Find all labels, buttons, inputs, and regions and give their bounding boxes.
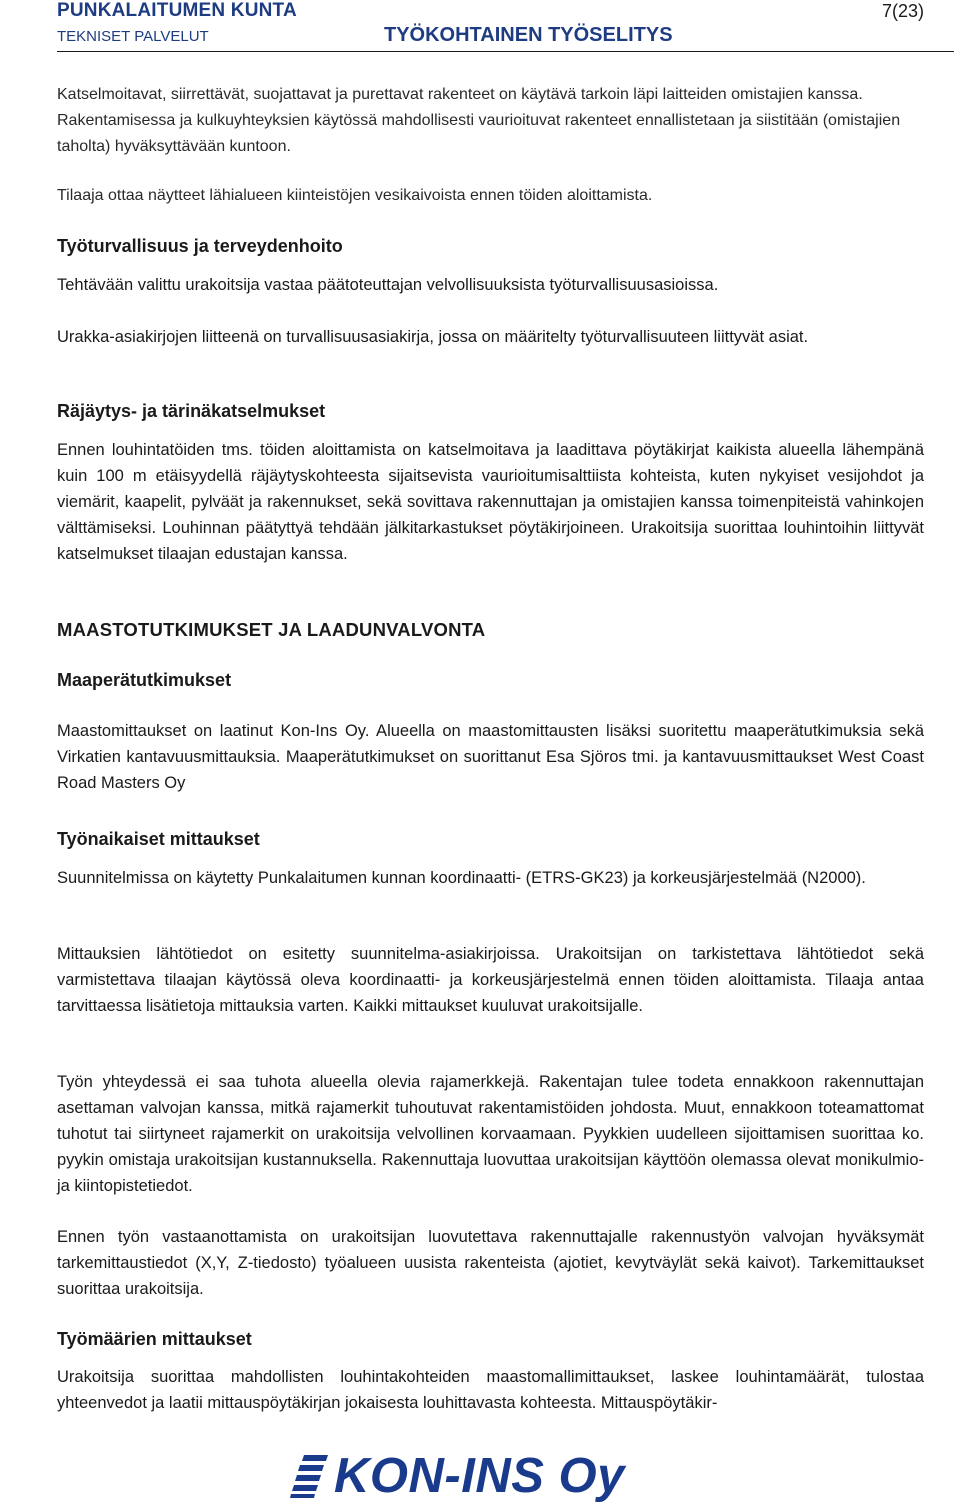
- paragraph-safety-2: Urakka-asiakirjojen liitteenä on turvallisuusasiakirja, jossa on määritelty työturvallisuuteen liittyvät asiat.: [57, 328, 809, 346]
- logo-stripes-icon: [290, 1453, 330, 1499]
- paragraph-boundary-markers: Työn yhteydessä ei saa tuhota alueella olevia rajamerkkejä. Rakentajan tulee todeta ennakkoon rakennuttajan asettaman valvojan kanssa, mitkä rajamerkit tuhoutuvat rakentamistöiden johdosta. Muut, ennakkoon toteamattomat tuhotut tai siirtyneet rajamerkit on urakoitsija velvollinen korvaamaan. Pyykkien uudelleen sijoittamisen suorittaa ko. pyykin omistaja urakoitsijan kustannuksella. Rakennuttaja luovuttaa urakoitsijan käyttöön olemassa olevat monikulmio- ja kiintopistetiedot.: [57, 1073, 924, 1195]
- heading-soil: Maaperätutkimukset: [57, 670, 232, 690]
- paragraph-samples: Tilaaja ottaa näytteet lähialueen kiinteistöjen vesikaivoista ennen töiden aloittamista.: [57, 187, 653, 204]
- company-logo: [290, 1447, 625, 1505]
- paragraph-safety-1: Tehtävään valittu urakoitsija vastaa päätoteuttajan velvollisuuksista työturvallisuusasioissa.: [57, 276, 719, 294]
- paragraph-blasting: Ennen louhintatöiden tms. töiden aloittamista on katselmoitava ja laadittava pöytäkirjat kaikista alueella lähempänä kuin 100 m etäisyydellä räjäytyskohteesta sijaitsevista vaurioitumisalttiista kohteista, kuten nykyiset vesijohdot ja viemärit, kaapelit, pylväät ja rakennukset, sekä sovittava rakennuttajan ja omistajien kanssa toimenpiteistä vahinkojen välttämiseksi. Louhinnan päätyttyä tehdään jälkitarkastukset pöytäkirjoineen. Urakoitsija suorittaa louhintoihin liittyvät katselmukset tilaajan edustajan kanssa.: [57, 441, 924, 563]
- heading-quantity-measurements: Työmäärien mittaukset: [57, 1329, 252, 1349]
- paragraph-inspection: Katselmoitavat, siirrettävät, suojattavat ja purettavat rakenteet on käytävä tarkoin läpi laitteiden omistajien kanssa. Rakentamisessa ja kulkuyhteyksien käytössä mahdollisesti vaurioituvat rakenteet ennallistetaan ja siistitään (omistajien taholta) hyväksyttävään kuntoon.: [57, 86, 901, 155]
- header-divider: [57, 51, 954, 52]
- page-number: 7(23): [881, 1, 924, 21]
- section-heading-main: MAASTOTUTKIMUKSET JA LAADUNVALVONTA: [57, 619, 486, 640]
- department-name: TEKNISET PALVELUT: [57, 28, 209, 45]
- heading-worktime-measurements: Työnaikaiset mittaukset: [57, 829, 260, 849]
- paragraph-quantity: Urakoitsija suorittaa mahdollisten louhintakohteiden maastomallimittaukset, laskee louhintamäärät, tulostaa yhteenvedot ja laatii mittauspöytäkirjan jokaisesta louhittavasta kohteesta. Mittauspöytäkir-: [57, 1368, 924, 1412]
- paragraph-coordinates: Suunnitelmissa on käytetty Punkalaitumen kunnan koordinaatti- (ETRS-GK23) ja korkeusjärjestelmää (N2000).: [57, 869, 866, 887]
- heading-safety: Työturvallisuus ja terveydenhoito: [57, 236, 343, 256]
- document-title: TYÖKOHTAINEN TYÖSELITYS: [384, 24, 673, 46]
- heading-blasting: Räjäytys- ja tärinäkatselmukset: [57, 401, 326, 421]
- organization-name: PUNKALAITUMEN KUNTA: [57, 0, 297, 21]
- paragraph-initial-data: Mittauksien lähtötiedot on esitetty suunnitelma-asiakirjoissa. Urakoitsijan on tarkistettava lähtötiedot sekä varmistettava tilaajan käytössä oleva koordinaatti- ja korkeusjärjestelmä ennen töiden aloittamista. Tilaaja antaa tarvittaessa lisätietoja mittauksia varten. Kaikki mittaukset kuuluvat urakoitsijalle.: [57, 945, 924, 1015]
- paragraph-soil: Maastomittaukset on laatinut Kon-Ins Oy. Alueella on maastomittausten lisäksi suoritettu maaperätutkimuksia sekä Virkatien kantavuusmittauksia. Maaperätutkimukset on suorittanut Esa Sjöros tmi. ja kantavuusmittaukset West Coast Road Masters Oy: [57, 722, 924, 792]
- page-header: [0, 0, 960, 52]
- logo-text: KON-INS Oy: [334, 1449, 625, 1503]
- paragraph-handover: Ennen työn vastaanottamista on urakoitsijan luovutettava rakennuttajalle rakennustyön valvojan hyväksymät tarkemittaustiedot (X,Y, Z-tiedosto) työalueen uusista rakenteista (ajotiet, kevytväylät sekä kaivot). Tarkemittaukset suorittaa urakoitsija.: [57, 1228, 924, 1298]
